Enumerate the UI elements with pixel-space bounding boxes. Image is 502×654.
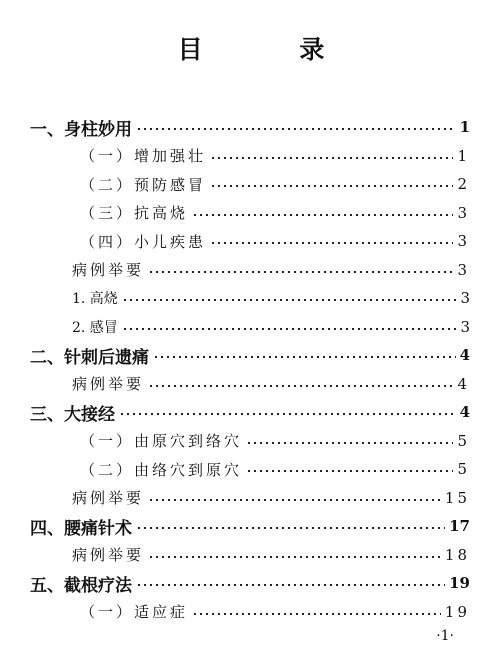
dot-leader [148, 499, 441, 501]
toc-entry-label: （三）抗高烧 [80, 204, 189, 222]
dot-leader [148, 271, 453, 273]
toc-entry-page: 3 [457, 260, 470, 279]
toc-entry-label: 2. 感冒 [72, 319, 118, 336]
dot-leader [210, 242, 453, 244]
toc-entry [30, 570, 470, 596]
toc-entry [80, 599, 470, 625]
toc-entry [80, 228, 470, 254]
page-number-footer: ·1· [436, 628, 454, 644]
toc-entry [30, 114, 470, 140]
toc-entry-page: 17 [449, 517, 470, 535]
toc-entry [72, 314, 470, 340]
toc-entry-page: 3 [457, 232, 470, 250]
toc-entry [80, 143, 470, 169]
toc-entry-page: 1 [459, 118, 470, 136]
dot-leader [122, 328, 456, 330]
toc-entry-label: （二）由络穴到原穴 [80, 460, 243, 479]
toc-entry [72, 485, 470, 511]
toc-entry-page: 5 [457, 460, 470, 478]
toc-entry-label: 二、针刺后遗痛 [30, 347, 149, 368]
toc-entry-label: （一）增加强壮 [80, 147, 207, 165]
toc-entry-label: 四、腰痛针术 [30, 518, 132, 539]
toc-entry-label: 病例举要 [72, 546, 145, 564]
toc-entry [80, 171, 470, 197]
toc-entry-page: 3 [457, 203, 470, 222]
toc-entry-page: 15 [444, 488, 470, 507]
toc-entry-page: 3 [460, 317, 470, 336]
dot-leader [148, 385, 453, 387]
toc-entry-page: 1 [457, 146, 470, 165]
toc-entry [72, 285, 470, 311]
page-title: 目 录 [177, 35, 369, 64]
dot-leader [210, 157, 453, 159]
toc-entry-page: 5 [457, 431, 470, 450]
toc-entry [30, 399, 470, 425]
dot-leader [136, 128, 456, 130]
toc-entry-label: 1. 高烧 [72, 291, 118, 307]
toc-entry-page: 4 [457, 374, 470, 393]
toc-entry-page: 4 [459, 403, 470, 421]
toc-entry-page: 4 [459, 346, 470, 364]
toc-entry-page: 18 [444, 545, 470, 564]
toc-entry-label: 病例举要 [72, 261, 145, 279]
toc-entry [72, 371, 470, 397]
toc-entry-label: 病例举要 [72, 375, 145, 393]
toc-entry-page: 19 [449, 574, 470, 592]
toc-entry-page: 19 [444, 602, 470, 621]
dot-leader [148, 556, 441, 558]
toc-entry-label: （四）小儿疾患 [80, 232, 207, 251]
dot-leader [136, 527, 445, 529]
toc-entry [30, 513, 470, 539]
toc-entry-label: 五、截根疗法 [30, 575, 132, 596]
dot-leader [153, 356, 456, 358]
toc-entry [80, 428, 470, 454]
toc-entry-label: 三、大接经 [30, 404, 115, 425]
toc-entry-page: 3 [460, 289, 470, 307]
dot-leader [136, 584, 445, 586]
dot-leader [246, 470, 453, 472]
toc-entry [30, 342, 470, 368]
dot-leader [122, 299, 456, 301]
toc-entry [72, 257, 470, 283]
dot-leader [119, 413, 456, 415]
dot-leader [192, 613, 441, 615]
toc-entry-label: （一）适应症 [80, 603, 189, 621]
toc-entry-page: 2 [457, 175, 470, 193]
toc-entry-label: （二）预防感冒 [80, 175, 207, 194]
toc-entry [72, 542, 470, 568]
dot-leader [210, 185, 453, 187]
toc-entry [80, 456, 470, 482]
toc-entry-label: （一）由原穴到络穴 [80, 432, 243, 450]
toc-entry-label: 一、身柱妙用 [30, 119, 132, 140]
dot-leader [192, 214, 453, 216]
toc-entry-label: 病例举要 [72, 489, 145, 507]
dot-leader [246, 442, 453, 444]
toc-entry [80, 200, 470, 226]
